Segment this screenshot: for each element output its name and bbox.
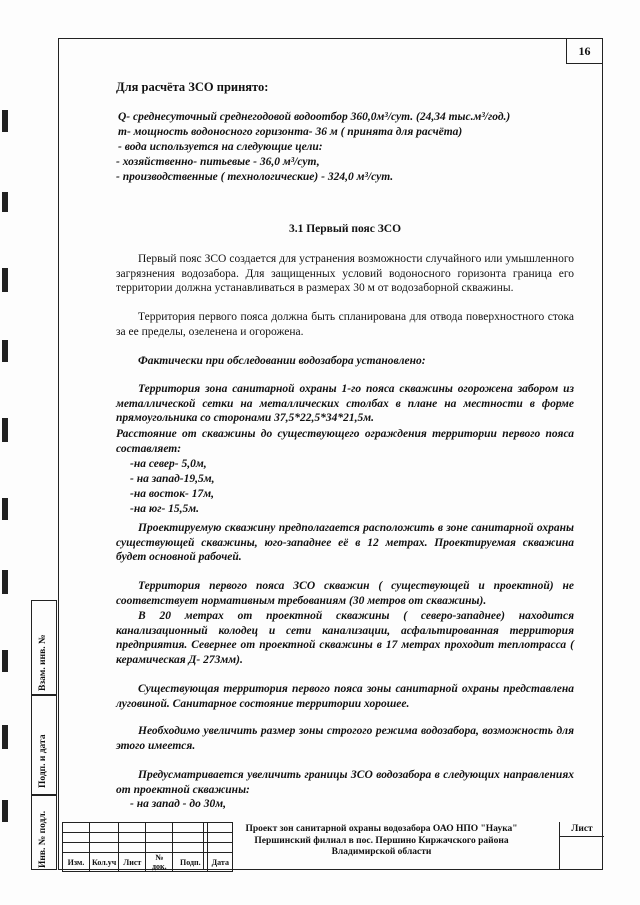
- distance-item: -на восток- 17м,: [130, 488, 215, 500]
- paragraph: Необходимо увеличить размер зоны строгого режима водозабора, возможность для этого имеется.: [116, 725, 574, 752]
- calc-line: m- мощность водоносного горизонта- 36 м ( принята для расчёта): [118, 126, 463, 138]
- side-box-sign: [31, 695, 57, 795]
- project-line: Першинский филиал в пос. Першино Киржачского района: [254, 835, 509, 846]
- distance-item: -на юг- 15,5м.: [130, 503, 200, 515]
- project-line: Владимирской области: [331, 847, 432, 857]
- side-box-orig: [31, 795, 57, 870]
- paragraph: Проектируемую скважину предполагается расположить в зоне санитарной охраны существующей скважины, юго-западнее её в 12 метрах. Проектируемая скважина будет основной рабочей.: [116, 522, 574, 563]
- paragraph: Существующая территория первого пояса зоны санитарной охраны представлена луговиной. Санитарное состояние территории хорошее.: [116, 683, 574, 710]
- calc-line: Q- среднесуточный среднегодовой водоотбор 360,0м³/сут. (24,34 тыс.м³/год.): [118, 111, 511, 123]
- section-title: 3.1 Первый пояс ЗСО: [288, 223, 402, 235]
- calc-line: - производственные ( технологические) - 324,0 м³/сут.: [116, 171, 394, 183]
- paragraph: Первый пояс ЗСО создается для устранения возможности случайного или умышленного загрязнения водозабора. Для защищенных условий водоносного горизонта граница его территории должна устанавливаться в размерах 30 м от водозаборной скважины.: [116, 253, 574, 294]
- side-box-inv: [31, 600, 57, 695]
- stamp-header: Изм.: [63, 853, 90, 872]
- stamp-header: № док.: [146, 853, 173, 872]
- calc-line: - вода используется на следующие цели:: [118, 141, 323, 153]
- scan-edge-marks: [0, 0, 16, 905]
- distance-item: -на север- 5,0м,: [130, 458, 207, 470]
- distance-item: - на запад-19,5м,: [130, 473, 215, 485]
- paragraph: Территория первого пояса должна быть спланирована для отвода поверхностного стока за ее пределы, озеленена и огорожена.: [116, 311, 574, 338]
- side-label-sign: Подп. и дата: [38, 734, 48, 788]
- paragraph: Предусматривается увеличить границы ЗСО водозабора в следующих направлениях от проектной скважины:: [116, 769, 574, 796]
- fact-heading: Фактически при обследовании водозабора установлено:: [138, 355, 426, 367]
- calc-line: - хозяйственно- питьевые - 36,0 м³/сут,: [116, 156, 320, 168]
- paragraph: Территория первого пояса ЗСО скважин ( существующей и проектной) не соответствует нормативным требованиям (30 метров от скважины).: [116, 580, 574, 607]
- paragraph: Расстояние от скважины до существующего ограждения территории первого пояса составляет:: [116, 428, 574, 455]
- stamp-header: Кол.уч: [90, 853, 119, 872]
- project-title: [203, 822, 559, 870]
- stamp-header: Лист: [119, 853, 146, 872]
- page-number: 16: [566, 39, 602, 64]
- stamp-header: Дата: [208, 853, 233, 872]
- sheet-label: Лист: [560, 822, 604, 837]
- project-line: Проект зон санитарной охраны водозабора ОАО НПО "Наука": [245, 824, 518, 834]
- sheet-box: [559, 822, 604, 870]
- calc-heading: Для расчёта ЗСО принято:: [116, 80, 269, 94]
- paragraph: Территория зона санитарной охраны 1-го пояса скважины огорожена забором из металлической сетки на металлических столбах в плане на местности в форме прямоугольника со сторонами 37,5*22,5*34*21,5м.: [116, 383, 574, 424]
- side-label-inv: Взам. инв. №: [38, 634, 48, 691]
- list-item: - на запад - до 30м,: [130, 798, 226, 810]
- side-label-orig: Инв. № подл.: [38, 810, 48, 868]
- paragraph: В 20 метрах от проектной скважины ( северо-западнее) находится канализационный колодец и сети канализации, асфальтированная территория предприятия. Севернее от проектной скважины в 17 метрах проходит теплотрасса ( керамическая Д- 273мм).: [116, 610, 574, 666]
- stamp-header: Подп.: [173, 853, 208, 872]
